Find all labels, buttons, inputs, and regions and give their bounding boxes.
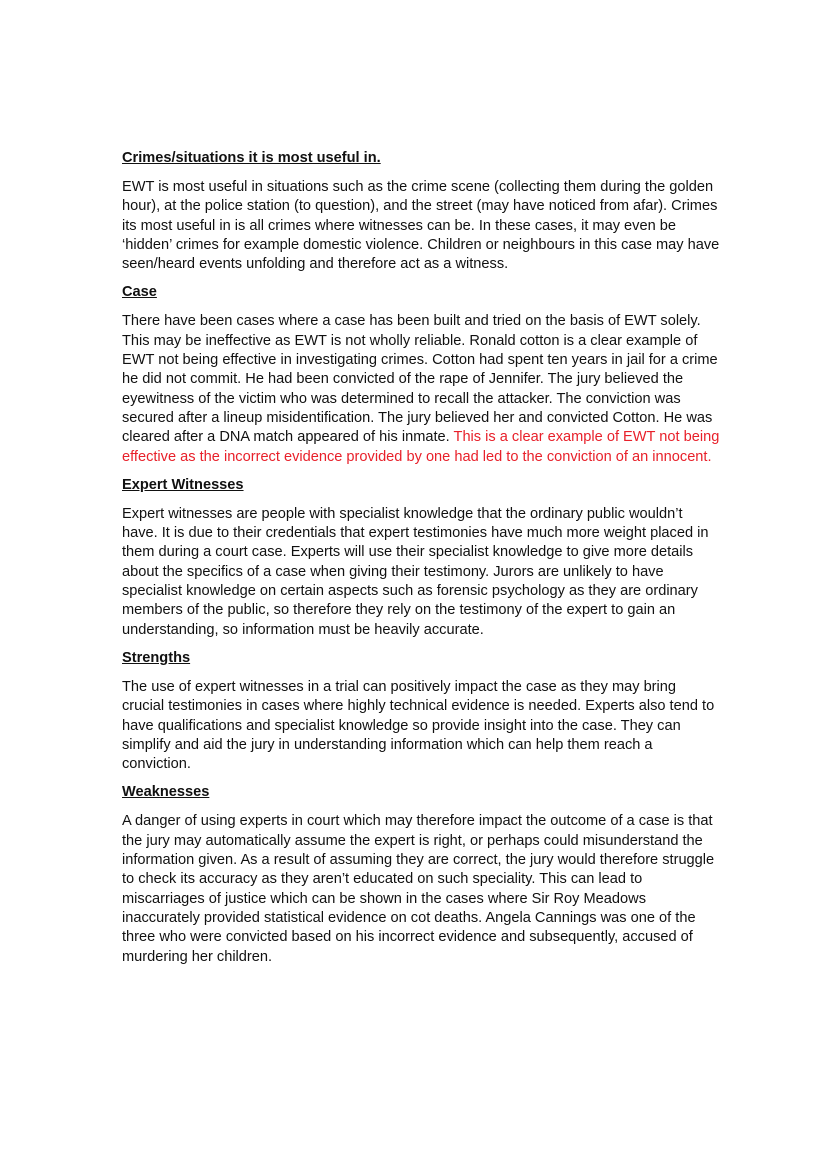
- heading-strengths: Strengths: [122, 649, 191, 666]
- heading-expert-witnesses: Expert Witnesses: [122, 476, 244, 493]
- paragraph-strengths: The use of expert witnesses in a trial can positively impact the case as they may bring crucial testimonies in cases where highly technical evidence is needed. Experts also tend to have qualifications and specialist knowledge so provide insight into the case. They can simplify and aid the jury in understanding information which can help them reach a conviction.: [122, 678, 715, 773]
- heading-case: Case: [122, 284, 157, 301]
- case-body-text: There have been cases where a case has been built and tried on the basis of EWT solely. This may be ineffective as EWT is not wholly reliable. Ronald cotton is a clear example of EWT not being effective in investigating crimes. Cotton had spent ten years in jail for a crime he did not commit. He had been convicted of the rape of Jennifer. The jury believed the eyewitness of the victim who was determined to recall the attacker. The conviction was secured after a lineup misidentification. The jury believed her and convicted Cotton. He was cleared after a DNA match appeared of his inmate.: [122, 313, 718, 446]
- document-page: [122, 149, 722, 976]
- heading-crimes-situations: Crimes/situations it is most useful in.: [122, 150, 381, 166]
- paragraph-crimes-situations: EWT is most useful in situations such as the crime scene (collecting them during the golden hour), at the police station (to question), and the street (may have noticed from afar). Crimes its most useful in is all crimes where witnesses can be. In these cases, it may even be ‘hidden’ crimes for example domestic violence. Children or neighbours in this case may have seen/heard events unfolding and therefore act as a witness.: [122, 179, 720, 273]
- paragraph-case: [122, 312, 722, 466]
- paragraph-expert-witnesses: Expert witnesses are people with specialist knowledge that the ordinary public wouldn’t have. It is due to their credentials that expert testimonies have much more weight placed in them during a court case. Experts will use their specialist knowledge to give more details about the specifics of a case when giving their testimony. Jurors are unlikely to have specialist knowledge on certain aspects such as forensic psychology as they are ordinary members of the public, so therefore they rely on the testimony of the expert to gain an understanding, so information must be heavily accurate.: [122, 505, 709, 638]
- case-highlight-text: This is a clear example of EWT not being effective as the incorrect evidence provided by one had led to the conviction of an innocent.: [122, 429, 720, 465]
- paragraph-weaknesses: A danger of using experts in court which may therefore impact the outcome of a case is that the jury may automatically assume the expert is right, or perhaps could misunderstand the information given. As a result of assuming they are correct, the jury would therefore struggle to check its accuracy as they aren’t educated on such speciality. This can lead to miscarriages of justice which can be shown in the cases where Sir Roy Meadows inaccurately provided statistical evidence on cot deaths. Angela Cannings was one of the three who were convicted based on his incorrect evidence and subsequently, accused of murdering her children.: [122, 813, 715, 965]
- heading-weaknesses: Weaknesses: [122, 784, 210, 801]
